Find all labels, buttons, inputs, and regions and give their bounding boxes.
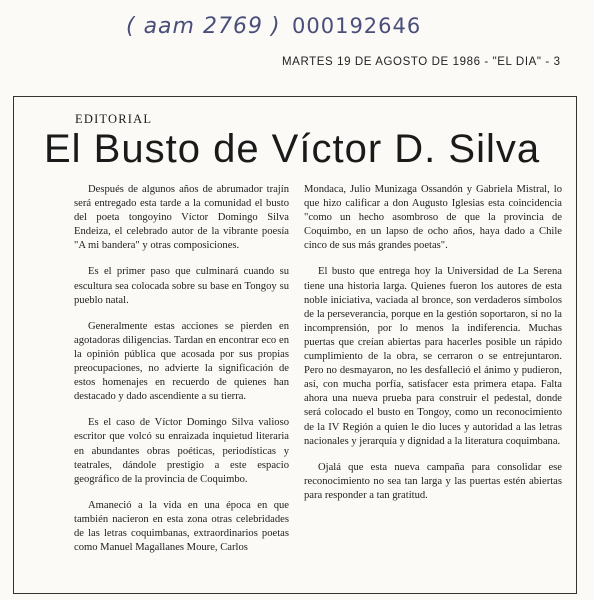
catalog-ref-handwriting: ( aam 2769 ) (126, 14, 281, 39)
paragraph: Ojalá que esta nueva campaña para consolidar ese reconocimiento no sea tan larga y las puertas estén abiertas para responder a tan gratitud. (304, 461, 562, 501)
paragraph: Después de algunos años de abrumador trajín será entregado esta tarde a la comunidad el busto del poeta tongoyino Víctor Domingo Silva Endeiza, el celebrado autor de la vibrante poesía "A mi bandera" y otras composiciones. (74, 184, 289, 252)
paragraph: Es el caso de Víctor Domingo Silva valioso escritor que volcó su enraizada inquietud literaria en abundantes obras poéticas, periodísticas y teatrales, dándole prestigio a este espacio geográfico de la provincia de Coquimbo. (74, 417, 289, 485)
article-title: El Busto de Víctor D. Silva (44, 127, 541, 171)
section-label: EDITORIAL (75, 112, 153, 126)
article-column-left (74, 183, 289, 567)
paragraph: Amaneció a la vida en una época en que también nacieron en esta zona otras celebridades de las letras coquimbanas, extraordinarios poetas como Manuel Magallanes Moure, Carlos (74, 499, 289, 554)
paragraph: Mondaca, Julio Munizaga Ossandón y Gabriela Mistral, lo que hizo calificar a don Augusto Iglesias esta coincidencia "como un hecho asombroso de que la provincia de Coquimbo, en un lapso de ocho años, haya dado a Chile cinco de sus más grandes poetas". (304, 184, 562, 252)
paragraph: Generalmente estas acciones se pierden en agotadoras diligencias. Tardan en encontrar eco en la opinión pública que acosada por sus propias preocupaciones, no advierte la significación de estos homenajes en recuerdo de quienes han destacado y dado ascendiente a su tierra. (74, 320, 289, 403)
catalog-number-handwriting: 000192646 (292, 14, 422, 38)
article-column-right (304, 183, 562, 515)
newspaper-dateline: MARTES 19 DE AGOSTO DE 1986 - "EL DIA" - 3 (282, 56, 561, 68)
paragraph: Es el primer paso que culminará cuando su escultura sea colocada sobre su base en Tongoy su pueblo natal. (74, 266, 289, 306)
paragraph: El busto que entrega hoy la Universidad de La Serena tiene una historia larga. Quienes fueron los autores de esta noble iniciativa, vaciada al bronce, son verdaderos símbolos de la perseverancia, porque en la gestión soportaron, si no la incomprensión, por lo menos la indiferencia. Muchas puertas que creían abiertas para hacerles posible un rápido cumplimiento de la obra, se cerraron o se entrejuntaron. Pero no desmayaron, no les desfalleció el ánimo y pudieron, así, con mucha porfía, satisfacer esta primera etapa. Falta ahora una nueva prueba para construir el pedestal, donde será colocado el busto en Tongoy, como un reconocimiento de la IV Región a quien le dio luces y autoridad a las letras nacionales y jerarquía y dignidad a la literatura coquimbana. (304, 266, 562, 447)
